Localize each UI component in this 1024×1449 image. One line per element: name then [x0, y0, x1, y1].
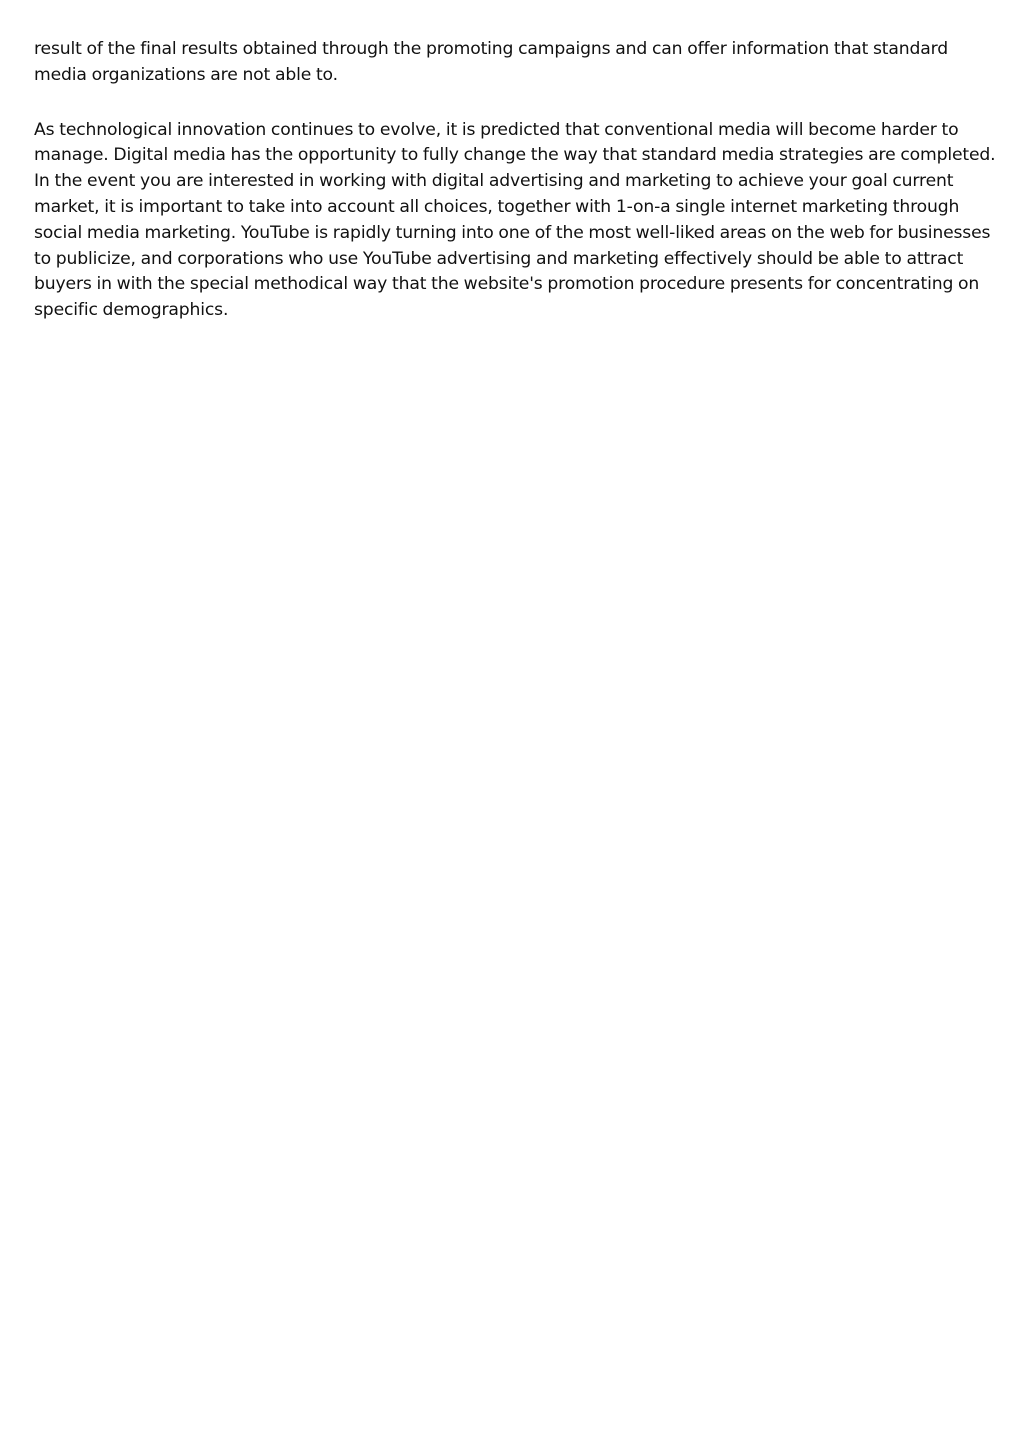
paragraph-2: As technological innovation continues to evolve, it is predicted that conventional media will become harder to manage. Digital media has the opportunity to fully change the way that standard media strategies are completed. In the event you are interested in working with digital advertising and marketing to achieve your goal current market, it is important to take into account all choices, together with 1-on-a single internet marketing through social media marketing. YouTube is rapidly turning into one of the most well-liked areas on the web for businesses to publicize, and corporations who use YouTube advertising and marketing effectively should be able to attract buyers in with the special methodical way that the website's promotion procedure presents for concentrating on specific demographics.: [34, 119, 996, 321]
document-page: [34, 37, 996, 324]
paragraph-1: result of the final results obtained through the promoting campaigns and can offer information that standard media organizations are not able to.: [34, 39, 949, 85]
